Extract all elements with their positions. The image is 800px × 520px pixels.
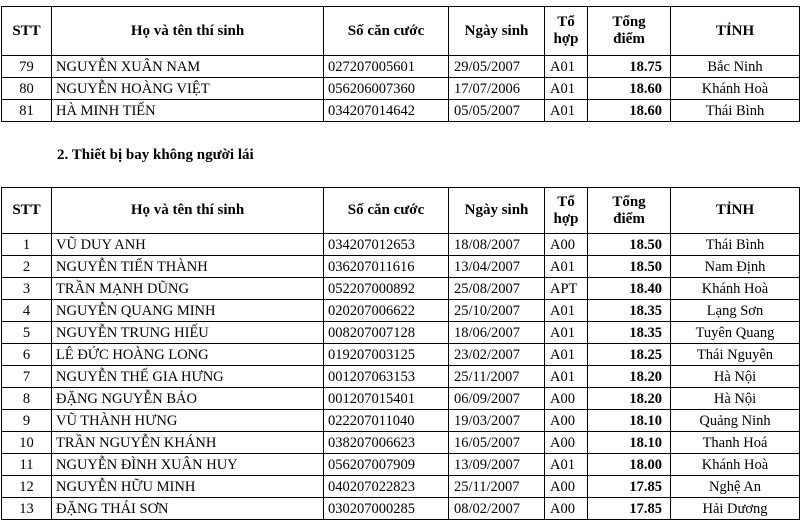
cell-stt: 79 <box>2 56 52 78</box>
cell-subject-combo: A00 <box>545 432 588 454</box>
cell-birth-date: 05/05/2007 <box>449 100 545 122</box>
cell-name: NGUYỄN HOÀNG VIỆT <box>52 78 324 100</box>
cell-birth-date: 08/02/2007 <box>449 498 545 520</box>
cell-id-number: 027207005601 <box>324 56 449 78</box>
cell-id-number: 036207011616 <box>324 256 449 278</box>
cell-birth-date: 13/04/2007 <box>449 256 545 278</box>
cell-province: Thái Bình <box>671 234 800 256</box>
header-name: Họ và tên thí sinh <box>52 188 324 234</box>
cell-birth-date: 19/03/2007 <box>449 410 545 432</box>
cell-province: Quảng Ninh <box>671 410 800 432</box>
cell-name: NGUYỄN HỮU MINH <box>52 476 324 498</box>
cell-id-number: 019207003125 <box>324 344 449 366</box>
table-row <box>2 100 800 122</box>
cell-birth-date: 16/05/2007 <box>449 432 545 454</box>
cell-birth-date: 25/11/2007 <box>449 366 545 388</box>
cell-subject-combo: A00 <box>545 234 588 256</box>
cell-name: NGUYỄN XUÂN NAM <box>52 56 324 78</box>
cell-name: NGUYỄN QUANG MINH <box>52 300 324 322</box>
section-title: 2. Thiết bị bay không người lái <box>57 147 254 163</box>
cell-name: LÊ ĐỨC HOÀNG LONG <box>52 344 324 366</box>
cell-id-number: 038207006623 <box>324 432 449 454</box>
table-body <box>2 56 800 122</box>
header-score-line2: điểm <box>613 31 645 47</box>
cell-birth-date: 25/11/2007 <box>449 476 545 498</box>
cell-subject-combo: A01 <box>545 344 588 366</box>
cell-birth-date: 23/02/2007 <box>449 344 545 366</box>
cell-total-score: 17.85 <box>588 476 671 498</box>
cell-stt: 10 <box>2 432 52 454</box>
cell-subject-combo: A01 <box>545 56 588 78</box>
cell-stt: 1 <box>2 234 52 256</box>
header-province: TỈNH <box>671 188 800 234</box>
cell-stt: 9 <box>2 410 52 432</box>
cell-stt: 13 <box>2 498 52 520</box>
header-province: TỈNH <box>671 7 800 56</box>
header-row <box>2 188 800 234</box>
cell-stt: 4 <box>2 300 52 322</box>
cell-id-number: 022207011040 <box>324 410 449 432</box>
table-row <box>2 78 800 100</box>
table-row <box>2 498 800 520</box>
cell-id-number: 001207015401 <box>324 388 449 410</box>
cell-total-score: 18.20 <box>588 366 671 388</box>
cell-stt: 5 <box>2 322 52 344</box>
cell-stt: 7 <box>2 366 52 388</box>
cell-name: ĐẶNG THÁI SƠN <box>52 498 324 520</box>
header-score <box>588 188 671 234</box>
cell-id-number: 030207000285 <box>324 498 449 520</box>
cell-subject-combo: A01 <box>545 78 588 100</box>
header-combo-line2: hợp <box>553 210 579 227</box>
cell-total-score: 18.10 <box>588 432 671 454</box>
cell-subject-combo: A01 <box>545 100 588 122</box>
table-body <box>2 234 800 520</box>
header-combo <box>545 188 588 234</box>
cell-total-score: 18.25 <box>588 344 671 366</box>
cell-province: Thái Bình <box>671 100 800 122</box>
cell-id-number: 020207006622 <box>324 300 449 322</box>
cell-stt: 2 <box>2 256 52 278</box>
cell-id-number: 052207000892 <box>324 278 449 300</box>
cell-province: Khánh Hoà <box>671 78 800 100</box>
cell-province: Khánh Hoà <box>671 278 800 300</box>
cell-province: Hải Dương <box>671 498 800 520</box>
cell-subject-combo: A01 <box>545 322 588 344</box>
cell-subject-combo: APT <box>545 278 588 300</box>
cell-total-score: 18.50 <box>588 234 671 256</box>
header-stt: STT <box>2 188 52 234</box>
cell-birth-date: 29/05/2007 <box>449 56 545 78</box>
cell-province: Thanh Hoá <box>671 432 800 454</box>
cell-stt: 6 <box>2 344 52 366</box>
header-score-line1: Tổng <box>612 14 646 30</box>
header-combo-line1: Tổ <box>557 193 575 210</box>
cell-total-score: 18.35 <box>588 300 671 322</box>
cell-birth-date: 25/08/2007 <box>449 278 545 300</box>
cell-birth-date: 06/09/2007 <box>449 388 545 410</box>
cell-province: Bắc Ninh <box>671 56 800 78</box>
header-row <box>2 7 800 56</box>
cell-subject-combo: A01 <box>545 366 588 388</box>
cell-subject-combo: A01 <box>545 300 588 322</box>
cell-province: Tuyên Quang <box>671 322 800 344</box>
cell-province: Khánh Hoà <box>671 454 800 476</box>
cell-stt: 11 <box>2 454 52 476</box>
cell-total-score: 18.40 <box>588 278 671 300</box>
cell-name: ĐẶNG NGUYỄN BẢO <box>52 388 324 410</box>
cell-total-score: 18.50 <box>588 256 671 278</box>
cell-province: Hà Nội <box>671 366 800 388</box>
header-stt: STT <box>2 7 52 56</box>
cell-name: VŨ THÀNH HƯNG <box>52 410 324 432</box>
table-row <box>2 454 800 476</box>
cell-name: VŨ DUY ANH <box>52 234 324 256</box>
table-header <box>2 188 800 234</box>
cell-name: HÀ MINH TIẾN <box>52 100 324 122</box>
cell-stt: 8 <box>2 388 52 410</box>
table-row <box>2 300 800 322</box>
cell-total-score: 18.60 <box>588 100 671 122</box>
table-row <box>2 322 800 344</box>
cell-birth-date: 25/10/2007 <box>449 300 545 322</box>
cell-name: NGUYỄN ĐÌNH XUÂN HUY <box>52 454 324 476</box>
cell-name: NGUYỄN THẾ GIA HƯNG <box>52 366 324 388</box>
header-combo-line1: Tổ <box>557 14 575 30</box>
cell-total-score: 18.35 <box>588 322 671 344</box>
header-score <box>588 7 671 56</box>
cell-stt: 3 <box>2 278 52 300</box>
table-row <box>2 278 800 300</box>
cell-total-score: 18.00 <box>588 454 671 476</box>
cell-id-number: 034207014642 <box>324 100 449 122</box>
cell-name: TRẦN NGUYỄN KHÁNH <box>52 432 324 454</box>
cell-total-score: 18.10 <box>588 410 671 432</box>
cell-id-number: 008207007128 <box>324 322 449 344</box>
cell-province: Hà Nội <box>671 388 800 410</box>
header-id: Số căn cước <box>324 7 449 56</box>
header-combo <box>545 7 588 56</box>
cell-total-score: 17.85 <box>588 498 671 520</box>
cell-total-score: 18.20 <box>588 388 671 410</box>
cell-province: Nam Định <box>671 256 800 278</box>
cell-subject-combo: A00 <box>545 388 588 410</box>
cell-birth-date: 18/08/2007 <box>449 234 545 256</box>
cell-id-number: 056207007909 <box>324 454 449 476</box>
header-name: Họ và tên thí sinh <box>52 7 324 56</box>
cell-subject-combo: A00 <box>545 476 588 498</box>
ranking-table-1 <box>1 6 800 122</box>
cell-subject-combo: A01 <box>545 454 588 476</box>
cell-stt: 12 <box>2 476 52 498</box>
cell-subject-combo: A01 <box>545 256 588 278</box>
cell-province: Thái Nguyên <box>671 344 800 366</box>
table-row <box>2 366 800 388</box>
table-row <box>2 432 800 454</box>
cell-total-score: 18.60 <box>588 78 671 100</box>
header-dob: Ngày sinh <box>449 7 545 56</box>
table-row <box>2 344 800 366</box>
cell-name: NGUYỄN TRUNG HIẾU <box>52 322 324 344</box>
cell-id-number: 040207022823 <box>324 476 449 498</box>
table-header <box>2 7 800 56</box>
table-row <box>2 234 800 256</box>
cell-subject-combo: A00 <box>545 498 588 520</box>
cell-stt: 81 <box>2 100 52 122</box>
cell-province: Lạng Sơn <box>671 300 800 322</box>
header-score-line2: điểm <box>613 210 645 227</box>
header-id: Số căn cước <box>324 188 449 234</box>
cell-name: TRẦN MẠNH DŨNG <box>52 278 324 300</box>
cell-total-score: 18.75 <box>588 56 671 78</box>
cell-stt: 80 <box>2 78 52 100</box>
cell-name: NGUYỄN TIẾN THÀNH <box>52 256 324 278</box>
cell-subject-combo: A00 <box>545 410 588 432</box>
table-row <box>2 410 800 432</box>
ranking-table-2 <box>1 187 800 520</box>
cell-id-number: 056206007360 <box>324 78 449 100</box>
table-row <box>2 56 800 78</box>
cell-id-number: 001207063153 <box>324 366 449 388</box>
cell-birth-date: 17/07/2006 <box>449 78 545 100</box>
cell-birth-date: 18/06/2007 <box>449 322 545 344</box>
cell-id-number: 034207012653 <box>324 234 449 256</box>
table-row <box>2 256 800 278</box>
table-row <box>2 388 800 410</box>
header-score-line1: Tổng <box>612 193 646 210</box>
table-row <box>2 476 800 498</box>
cell-province: Nghệ An <box>671 476 800 498</box>
header-dob: Ngày sinh <box>449 188 545 234</box>
header-combo-line2: hợp <box>553 31 579 47</box>
cell-birth-date: 13/09/2007 <box>449 454 545 476</box>
